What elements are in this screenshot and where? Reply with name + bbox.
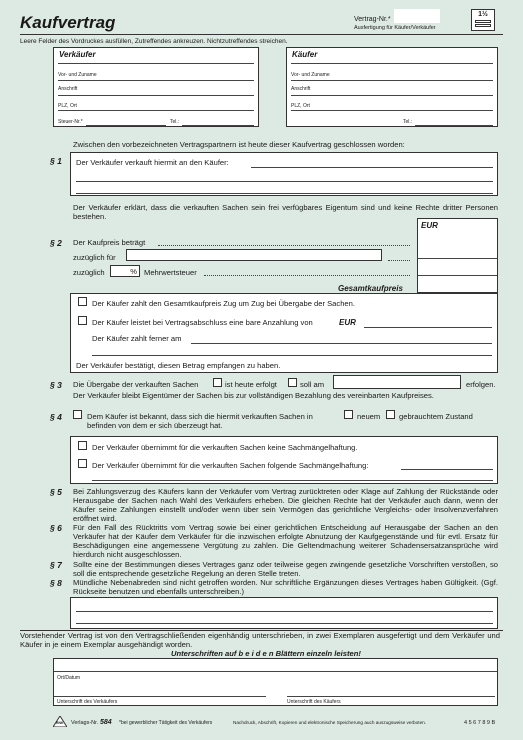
s2-opt1-checkbox[interactable]: [78, 297, 87, 306]
s2-price-label: Der Kaufpreis beträgt: [73, 238, 146, 247]
s3-text-e: Der Verkäufer bleibt Eigentümer der Sachen bis zur vollständigen Bezahlung des vereinbarten Kaufpreises.: [73, 391, 434, 400]
seller-phone-label: Tel.:: [170, 119, 180, 125]
seller-address-field[interactable]: [58, 95, 254, 96]
buyer-address-field[interactable]: [291, 95, 493, 96]
seller-name-field[interactable]: [58, 80, 254, 81]
s2-percent-sign: %: [130, 267, 137, 276]
s2-amount-column: [417, 218, 498, 293]
publisher-logo-text: RNK: [56, 721, 64, 725]
form-count: 1½: [472, 10, 494, 19]
s8-field-2[interactable]: [76, 623, 493, 624]
s1-field-2[interactable]: [76, 181, 493, 182]
s2-deposit-field[interactable]: [364, 327, 492, 328]
s2-opt1-text: Der Käufer zahlt den Gesamtkaufpreis Zug um Zug bei Übergabe der Sachen.: [92, 299, 355, 308]
s2-vat-label: Mehrwertsteuer: [144, 268, 197, 277]
s4-warranty-box: [70, 436, 498, 484]
s4-opt1-text: Der Verkäufer übernimmt für die verkauften Sachen keine Sachmängelhaftung.: [92, 443, 358, 452]
s2-payment-box: [70, 293, 498, 373]
s2-plus-field[interactable]: [126, 249, 382, 261]
s2-opt2-text: Der Käufer leistet bei Vertragsabschluss eine bare Anzahlung von: [92, 318, 313, 327]
signature-box: [53, 658, 498, 706]
seller-heading: Verkäufer: [59, 50, 96, 59]
s7-number: § 7: [50, 560, 62, 570]
s6-text: Für den Fall des Rücktritts vom Vertrag sowie bei einer gerichtlichen Entscheidung auf Herausgabe der Sachen an den Verkäufer hat der Käufer dem Verkäufer für die inzwischen erfolgte Abnutzung der Kaufgegenstände und für evtl. Ersatz für Beschädigungen eine angemessene Vergütung zu zahlen. Die Geltendmachung weiterer Schadensersatzansprüche wird hierdurch nicht ausgeschlossen.: [73, 523, 498, 559]
s3-text-c: soll am: [300, 380, 325, 389]
s4-used-checkbox[interactable]: [386, 410, 395, 419]
buyer-heading: Käufer: [292, 50, 318, 59]
form-number: 584: [100, 719, 112, 726]
s1-box: [70, 152, 498, 196]
seller-phone-field[interactable]: [182, 125, 254, 126]
signatures-heading: Unterschriften auf b e i d e n Blättern einzeln leisten!: [171, 649, 361, 658]
instructions: Leere Felder des Vordruckes ausfüllen, Zutreffendes ankreuzen. Nichtzutreffendes streichen.: [20, 38, 288, 45]
copyright: Nachdruck, Abschrift, Kopieren und elektronische Speicherung auch auszugsweise verboten.: [233, 720, 427, 725]
s8-field-1[interactable]: [76, 611, 493, 612]
s2-vat-prefix: zuzüglich: [73, 268, 105, 277]
buyer-phone-field[interactable]: [415, 125, 493, 126]
s4-opt1-checkbox[interactable]: [78, 441, 87, 450]
s3-number: § 3: [50, 380, 62, 390]
seller-name-label: Vor- und Zuname: [58, 72, 97, 78]
place-date-label: Ort/Datum: [57, 675, 81, 681]
s8-text: Mündliche Nebenabreden sind nicht getroffen worden. Nur schriftliche Ergänzungen dieses Vertrages haben Gültigkeit. (Ggf. Rückseite benutzen und ebenfalls unterschreiben.): [73, 578, 498, 596]
s4-opt2-text: Der Verkäufer übernimmt für die verkauften Sachen folgende Sachmängelhaftung:: [92, 461, 369, 470]
s1-number: § 1: [50, 156, 62, 166]
seller-box: [53, 47, 259, 127]
s1-text: Der Verkäufer verkauft hiermit an den Käufer:: [76, 158, 229, 167]
seller-tax-field[interactable]: [86, 125, 166, 126]
s4-warranty-field-2[interactable]: [92, 480, 493, 481]
footer-code: 4 5 6 7 8 9 B: [464, 720, 496, 726]
s3-date-field[interactable]: [333, 375, 461, 389]
s2-opt2-currency: EUR: [339, 318, 356, 327]
s2-remaining-field-2[interactable]: [92, 355, 492, 356]
page-title: Kaufvertrag: [20, 13, 116, 32]
s7-text: Sollte eine der Bestimmungen dieses Vertrages ganz oder teilweise gegen zwingende gesetzliche Vorschriften verstoßen, so soll die entsprechende gesetzliche Regelung an deren Stelle treten.: [73, 560, 498, 578]
s4-new: neuem: [357, 412, 381, 421]
s4-text-a: Dem Käufer ist bekannt, dass sich die hiermit verkauften Sachen in: [87, 412, 313, 421]
s2-vat-percent-field[interactable]: [110, 265, 140, 277]
s4-warranty-field[interactable]: [401, 469, 493, 470]
place-date-field[interactable]: [54, 671, 497, 672]
footer-note: *bei gewerblicher Tätigkeit des Verkäufers: [119, 720, 213, 726]
contract-no-field[interactable]: [394, 9, 440, 23]
buyer-address-label: Anschrift: [291, 86, 311, 92]
copy-label: Ausfertigung für Käufer/Verkäufer: [354, 25, 436, 31]
s4-number: § 4: [50, 412, 62, 422]
buyer-city-field[interactable]: [291, 110, 493, 111]
s2-currency: EUR: [421, 221, 438, 230]
s2-total-label: Gesamtkaufpreis: [338, 284, 403, 293]
seller-signature-field[interactable]: [54, 696, 266, 697]
buyer-signature-field[interactable]: [287, 696, 495, 697]
s2-confirm: Der Verkäufer bestätigt, diesen Betrag empfangen zu haben.: [76, 361, 281, 370]
seller-signature-label: Unterschrift des Verkäufers: [57, 699, 118, 705]
contract-no-label: Vertrag-Nr.*: [354, 16, 391, 23]
s4-new-checkbox[interactable]: [344, 410, 353, 419]
publisher-label: Verlags-Nr.: [71, 720, 99, 726]
s2-remaining-field[interactable]: [191, 343, 492, 344]
form-count-icon: [471, 9, 495, 31]
buyer-name-field[interactable]: [291, 80, 493, 81]
seller-city-field[interactable]: [58, 110, 254, 111]
s1-note: Der Verkäufer erklärt, dass die verkauften Sachen sein frei verfügbares Eigentum sind und keine Rechte dritter Personen bestehen.: [73, 203, 498, 221]
s2-plus-label: zuzüglich für: [73, 253, 116, 262]
s6-number: § 6: [50, 523, 62, 533]
buyer-box: [286, 47, 498, 127]
buyer-name-label: Vor- und Zuname: [291, 72, 330, 78]
buyer-phone-label: Tel.:: [403, 119, 413, 125]
s8-box: [70, 597, 498, 629]
buyer-signature-label: Unterschrift des Käufers: [287, 699, 341, 705]
s2-opt2-checkbox[interactable]: [78, 316, 87, 325]
s4-ack-checkbox[interactable]: [73, 410, 82, 419]
s8-number: § 8: [50, 578, 62, 588]
s2-number: § 2: [50, 238, 62, 248]
s5-number: § 5: [50, 487, 62, 497]
buyer-city-label: PLZ, Ort: [291, 103, 310, 109]
s3-text-a: Die Übergabe der verkauften Sachen: [73, 380, 199, 389]
publisher-logo-icon: [53, 716, 67, 729]
s3-done-checkbox[interactable]: [213, 378, 222, 387]
s2-remaining-label: Der Käufer zahlt ferner am: [92, 334, 182, 343]
s4-opt2-checkbox[interactable]: [78, 459, 87, 468]
seller-address-label: Anschrift: [58, 86, 78, 92]
s3-text-d: erfolgen.: [466, 380, 496, 389]
closing-text: Vorstehender Vertrag ist von den Vertragschließenden eigenhändig unterschrieben, in zwei Exemplaren ausgefertigt und dem Verkäufer und Käufer in je einem Exemplar ausgehändigt worden.: [20, 631, 500, 649]
s4-text-b: befinden von dem er sich überzeugt hat.: [87, 421, 223, 430]
s5-text: Bei Zahlungsverzug des Käufers kann der Verkäufer vom Vertrag zurücktreten oder Klage auf Zahlung der Rückstände oder Herausgabe der Sachen nach Wahl des Verkäufers erheben. Die gleichen Rechte hat der Verkäufer auch dann, wenn der Käufer seine Zahlungen einstellt und/oder wenn über sein Vermögen das gerichtliche Vergleichs- oder Insolvenzverfahren eröffnet wird.: [73, 487, 498, 523]
s3-planned-checkbox[interactable]: [288, 378, 297, 387]
s1-field-1[interactable]: [251, 167, 493, 168]
seller-tax-label: Steuer-Nr.*: [58, 119, 83, 125]
s1-field-3[interactable]: [76, 193, 493, 194]
s3-text-b: ist heute erfolgt: [225, 380, 277, 389]
seller-city-label: PLZ, Ort: [58, 103, 77, 109]
intro-text: Zwischen den vorbezeichneten Vertragspartnern ist heute dieser Kaufvertrag geschlossen worden:: [73, 140, 405, 149]
s4-used: gebrauchtem Zustand: [399, 412, 473, 421]
